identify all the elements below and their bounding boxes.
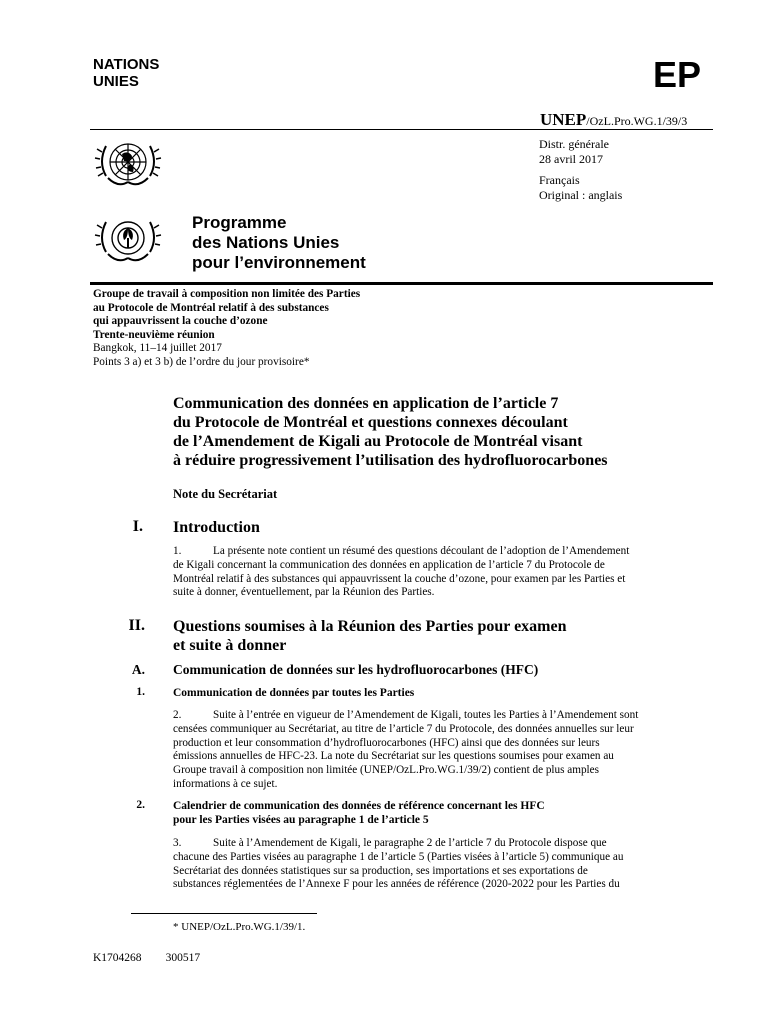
document-symbol [540,110,687,130]
paragraph-3-number: 3. [173,837,182,849]
language: Français [539,173,580,187]
title-line-1: Communication des données en application de l’article 7 [173,395,559,412]
subsection-a-number: A. [131,662,145,677]
unep-emblem-icon [92,210,164,266]
original-language: Original : anglais [539,188,623,202]
agenda-items: Points 3 a) et 3 b) de l’ordre du jour provisoire* [93,355,310,368]
title-line-2: du Protocole de Montréal et questions connexes découlant [173,414,568,431]
section-2-title [173,617,567,655]
p3-line-1: Suite à l’Amendement de Kigali, le paragraphe 2 de l’article 7 du Protocole dispose que [213,837,607,849]
meeting-location: Bangkok, 11–14 juillet 2017 [93,342,222,355]
meeting-line-3: qui appauvrissent la couche d’ozone [93,315,268,328]
subsection-1-title: Communication de données par toutes les Parties [173,687,415,699]
p1-line-4: suite à donner, éventuellement, par la Réunion des Parties. [173,586,435,599]
section-2-title-line-1: Questions soumises à la Réunion des Parties pour examen [173,618,567,635]
p3-line-3: Secrétariat des données statistiques sur sa production, ses importations et ses exportations de [173,864,588,877]
organization-name [93,56,159,90]
programme-line-1: Programme [192,213,287,232]
org-line-2: UNIES [93,73,139,90]
title-line-3: de l’Amendement de Kigali au Protocole de Montréal visant [173,433,583,450]
symbol-rest: /OzL.Pro.WG.1/39/3 [586,114,688,128]
header-rule [90,129,713,130]
programme-name [192,213,366,273]
programme-line-3: pour l’environnement [192,253,366,272]
meeting-info [93,288,360,370]
paragraph-2-number: 2. [173,709,182,721]
paragraph-2 [173,709,697,792]
p2-line-1: Suite à l’entrée en vigueur de l’Amendement de Kigali, toutes les Parties à l’Amendement sont [213,709,639,721]
distribution: Distr. générale [539,137,609,151]
section-1-number: I. [132,518,143,535]
symbol-main: UNEP [540,110,587,129]
job-number: K1704268 [93,952,142,964]
p2-line-3: production et leur consommation d’hydrofluorocarbones (HFC) ainsi que des données sur leurs [173,736,600,749]
section-2-title-line-2: et suite à donner [173,637,287,654]
subsection-2-number: 2. [136,799,145,811]
footnote: * UNEP/OzL.Pro.WG.1/39/1. [173,921,306,933]
job-number-footer [93,952,224,964]
document-title [173,394,683,470]
section-1-title: Introduction [173,519,260,536]
p3-line-2: chacune des Parties visées au paragraphe 1 de l’article 5 (Parties visées à l’article 5) communique au [173,850,624,863]
paragraph-3 [173,837,697,892]
programme-line-2: des Nations Unies [192,233,340,252]
language-code: EP [653,54,702,95]
subsection-2-title [173,799,545,827]
p1-line-2: de Kigali concernant la communication des données en application de l’article 7 du Protocole de [173,558,605,571]
header-thick-rule [90,282,713,285]
subsection-1-number: 1. [136,686,145,698]
footer-date-code: 300517 [165,952,201,964]
p1-line-3: Montréal relatif à des substances qui appauvrissent la couche d’ozone, pour examen par les Parties et [173,572,626,585]
org-line-1: NATIONS [93,56,160,73]
section-2-number: II. [128,617,145,634]
p1-line-1: La présente note contient un résumé des questions découlant de l’adoption de l’Amendement [213,545,630,557]
p2-line-4: émissions annuelles de HFC-23. La note du Secrétariat sur les questions soumises pour examen au [173,750,614,763]
subsection-2-title-line-1: Calendrier de communication des données de référence concernant les HFC [173,800,545,812]
footnote-rule [131,913,317,914]
meeting-line-1: Groupe de travail à composition non limitée des Parties [93,288,361,300]
paragraph-1-number: 1. [173,545,182,557]
p2-line-5: Groupe travail à composition non limitée (UNEP/OzL.Pro.WG.1/39/2) contient de plus amples [173,764,599,777]
meeting-line-4: Trente-neuvième réunion [93,328,215,341]
p2-line-2: censées communiquer au Secrétariat, au titre de l’article 7 du Protocole, des données annuelles sur leur [173,722,634,735]
un-emblem-icon [92,132,164,194]
note-by-secretariat: Note du Secrétariat [173,487,278,501]
subsection-a-title: Communication de données sur les hydrofluorocarbones (HFC) [173,662,539,677]
subsection-2-title-line-2: pour les Parties visées au paragraphe 1 de l’article 5 [173,814,429,826]
document-date: 28 avril 2017 [539,152,603,166]
meeting-line-2: au Protocole de Montréal relatif à des substances [93,301,329,314]
distribution-info [539,137,622,203]
p3-line-4: substances réglementées de l’Annexe F pour les années de référence (2020-2022 pour les Parties du [173,878,620,891]
paragraph-1 [173,545,697,600]
title-line-4: à réduire progressivement l’utilisation des hydrofluorocarbones [173,452,608,469]
p2-line-6: informations à ce sujet. [173,777,278,790]
